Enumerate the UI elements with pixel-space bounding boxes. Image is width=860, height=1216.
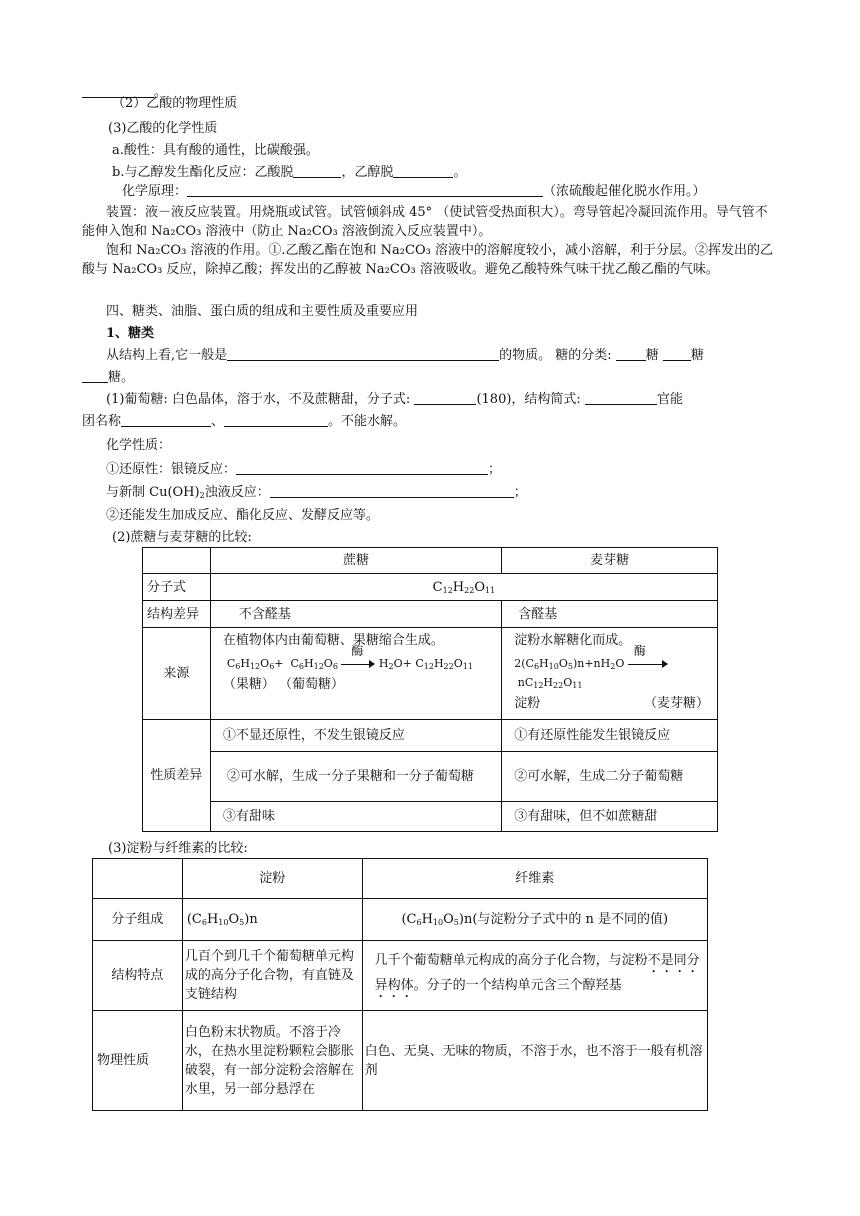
sucrose-maltose-table [142,547,718,832]
chemical-heading: (3)乙酸的化学性质 [108,121,218,136]
property-label: 性质差异 [143,720,211,832]
cellulose-structure: 几千个葡萄糖单元构成的高分子化合物，与淀粉不是同分异构体。分子的一个结构单元含三个醇羟基 [362,941,707,1011]
maltose-prop-3: ③有甜味，但不如蔗糖甜 [502,802,718,832]
sucrose-source: 在植物体内由葡萄糖、果糖缩合生成。 $C_6H_{12}O_6+ C_6H_{12}O_6$ 酶 $H_2O+ C_{12}H_{22}O_{11}$ （果糖） （葡萄糖） [210,628,501,720]
starch-header: 淀粉 [182,859,362,899]
glucose-line: (1)葡萄糖: 白色晶体，溶于水，不及蔗糖甜，分子式: (180)，结构简式: 官能 [106,392,683,407]
maltose-source: 淀粉水解糖化而成。 $2(C_6H_{10}O_5)n+nH_2O$ 酶 $nC_{12}H_{22}O_{11}$ 淀粉 （麦芽糖） [502,628,718,720]
reaction-arrow [628,659,668,669]
sucrose-structure: 不含醛基 [210,601,501,628]
table1-caption: (2)蔗糖与麦芽糖的比较: [112,530,252,545]
table-header-empty [93,859,183,899]
starch-physical: 白色粉末状物质。不溶于冷水，在热水里淀粉颗粒会膨胀破裂，有一部分淀粉会溶解在水里，另一部分悬浮在 [182,1011,362,1111]
formula-label: 分子式 [143,574,211,601]
molecular-formula: $C_{12}H_{22}O_{11}$ [210,574,717,601]
composition-label: 分子组成 [93,899,183,941]
na2co3-paragraph: 饱和 Na₂CO₃ 溶液的作用。①.乙酸乙酯在饱和 Na₂CO₃ 溶液中的溶解度较小，减小溶解，利于分层。②挥发出的乙酸与 Na₂CO₃ 反应，除掉乙酸；挥发出的乙醇被 Na₂CO₃ 溶液吸收。避免乙酸特殊气味干扰乙酸乙酯的气味。 [82,243,773,277]
sugar-structure-line: 从结构上看,它一般是 的物质。 糖的分类: 糖 糖 [106,348,704,363]
maltose-header: 麦芽糖 [502,548,718,574]
reaction-arrow [341,659,375,669]
cuoh-line: 与新制 $Cu(OH)_2$浊液反应： ； [106,485,527,500]
table-header-empty [143,548,211,574]
starch-cellulose-table [92,858,708,1111]
cellulose-physical: 白色、无臭、无味的物质，不溶于水，也不溶于一般有机溶剂 [362,1011,707,1111]
answer-blank [393,163,453,178]
sugar-class-line: 糖。 [82,368,780,387]
maltose-equation: $2(C_6H_{10}O_5)n+nH_2O$ 酶 $nC_{12}H_{22}O_{11}$ [514,654,713,692]
answer-blank [224,412,328,427]
answer-blank [293,163,341,178]
sucrose-header: 蔗糖 [210,548,501,574]
answer-blank [236,460,488,475]
source-label: 来源 [143,628,211,720]
answer-blank [663,346,691,361]
answer-blank [187,182,543,197]
answer-blank [616,346,646,361]
sucrose-prop-1: ①不显还原性，不发生银镜反应 [210,720,501,752]
physical-heading: （2）乙酸的物理性质 [112,96,238,111]
silver-mirror-line: ①还原性：银镜反应： ； [106,462,502,477]
starch-composition: $(C_6H_{10}O_5)n$ [182,899,362,941]
maltose-structure: 含醛基 [502,601,718,628]
intro-line-blank: 。 [82,83,780,102]
maltose-prop-2: ②可水解，生成二分子葡萄糖 [502,752,718,802]
starch-structure: 几百个到几千个葡萄糖单元构成的高分子化合物，有直链及支链结构 [182,941,362,1011]
sucrose-equation: $C_6H_{12}O_6+ C_6H_{12}O_6$ 酶 $H_2O+ C_{12}H_{22}O_{11}$ [226,644,473,671]
physical-property-label: 物理性质 [93,1011,183,1111]
maltose-prop-1: ①有还原性能发生银镜反应 [502,720,718,752]
device-paragraph: 装置：液－液反应装置。用烧瓶或试管。试管倾斜成 45° （使试管受热面积大）。弯导管起冷凝回流作用。导气管不能伸入饱和 Na₂CO₃ 溶液中（防止 Na₂CO₃ 溶液倒流入反应装置中）。 [82,205,768,239]
table2-caption: (3)淀粉与纤维素的比较: [108,841,248,856]
section-title: 四、糖类、油脂、蛋白质的组成和主要性质及重要应用 [106,304,419,319]
sucrose-prop-3: ③有甜味 [210,802,501,832]
cellulose-header: 纤维素 [362,859,707,899]
answer-blank [82,368,108,383]
esterification-line: b.与乙醇发生酯化反应：乙酸脱 ，乙醇脱 。 [112,165,467,180]
acidity-line: a.酸性：具有酸的通性，比碳酸强。 [112,143,319,158]
answer-blank [121,412,211,427]
structure-feature-label: 结构特点 [93,941,183,1011]
sucrose-prop-2: ②可水解，生成一分子果糖和一分子葡萄糖 [210,752,501,802]
answer-blank [585,390,657,405]
cellulose-composition: $(C_6H_{10}O_5)n$(与淀粉分子式中的 n 是不同的值) [362,899,707,941]
functional-group-line: 团名称 、 。不能水解。 [82,414,407,429]
principle-line: 化学原理： （浓硫酸起催化脱水作用。） [122,184,706,199]
structure-label: 结构差异 [143,601,211,628]
answer-blank [270,483,514,498]
answer-blank [414,390,476,405]
chem-property-label: 化学性质： [106,438,172,453]
other-reaction-line: ②还能发生加成反应、酯化反应、发酵反应等。 [106,508,380,523]
sugar-title: 1、糖类 [106,326,155,341]
answer-blank [227,346,499,361]
